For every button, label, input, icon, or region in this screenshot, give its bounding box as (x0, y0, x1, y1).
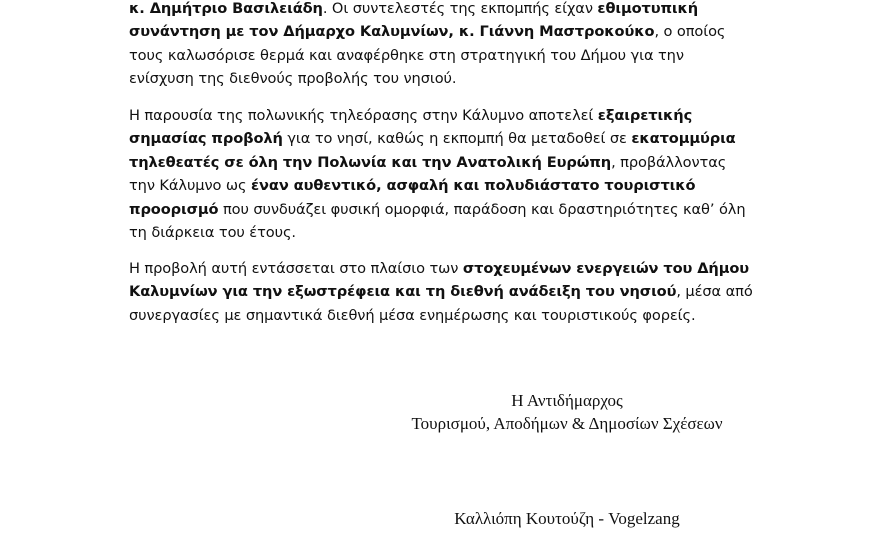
paragraph-strategy (129, 257, 753, 327)
bold-text-segment: κ. Δημήτριο Βασιλειάδη (129, 0, 323, 17)
text-segment: . Οι συντελεστές της εκπομπής είχαν (322, 0, 598, 17)
text-segment: για το νησί, καθώς η εκπομπή θα μεταδοθεί σε (282, 130, 632, 148)
text-segment: , προβάλλοντας την Κάλυμνο ως (129, 153, 727, 195)
bold-text-segment: εθιμοτυπική συνάντηση με τον Δήμαρχο Καλυμνίων, κ. Γιάννη Μαστροκούκο (129, 0, 699, 41)
signature-title: Η Αντιδήμαρχος (511, 391, 623, 410)
text-segment: , ο οποίος τους καλωσόρισε θερμά και αναφέρθηκε στη στρατηγική του Δήμου για την ενίσχυση της διεθνούς προβολής του νησιού. (129, 23, 726, 88)
paragraph-promotion (129, 104, 753, 244)
paragraph-meeting (129, 0, 753, 91)
bold-text-segment: εξαιρετικής σημασίας προβολή (129, 107, 693, 148)
text-segment: Η προβολή αυτή εντάσσεται στο πλαίσιο των (129, 260, 463, 277)
text-segment: , μέσα από συνεργασίες με σημαντικά διεθνή μέσα ενημέρωσης και τουριστικούς φορείς. (129, 283, 753, 324)
text-segment: που συνδυάζει φυσική ομορφιά, παράδοση και δραστηριότητες καθ’ όλη τη διάρκεια του έτους. (129, 200, 746, 242)
bold-text-segment: έναν αυθεντικό, ασφαλή και πολυδιάστατο τουριστικό προορισμό (129, 177, 696, 218)
bold-text-segment: εκατομμύρια τηλεθεατές σε όλη την Πολωνία και την Ανατολική Ευρώπη (129, 130, 736, 171)
signature-name: Καλλιόπη Κουτούζη - Vogelzang (454, 509, 680, 528)
text-segment: Η παρουσία της πολωνικής τηλεόρασης στην Κάλυμνο αποτελεί (129, 107, 598, 124)
signature-role: Τουρισμού, Αποδήμων & Δημοσίων Σχέσεων (411, 414, 723, 433)
bold-text-segment: στοχευμένων ενεργειών του Δήμου Καλυμνίων για την εξωστρέφεια και τη διεθνή ανάδειξη του νησιού (129, 260, 750, 301)
